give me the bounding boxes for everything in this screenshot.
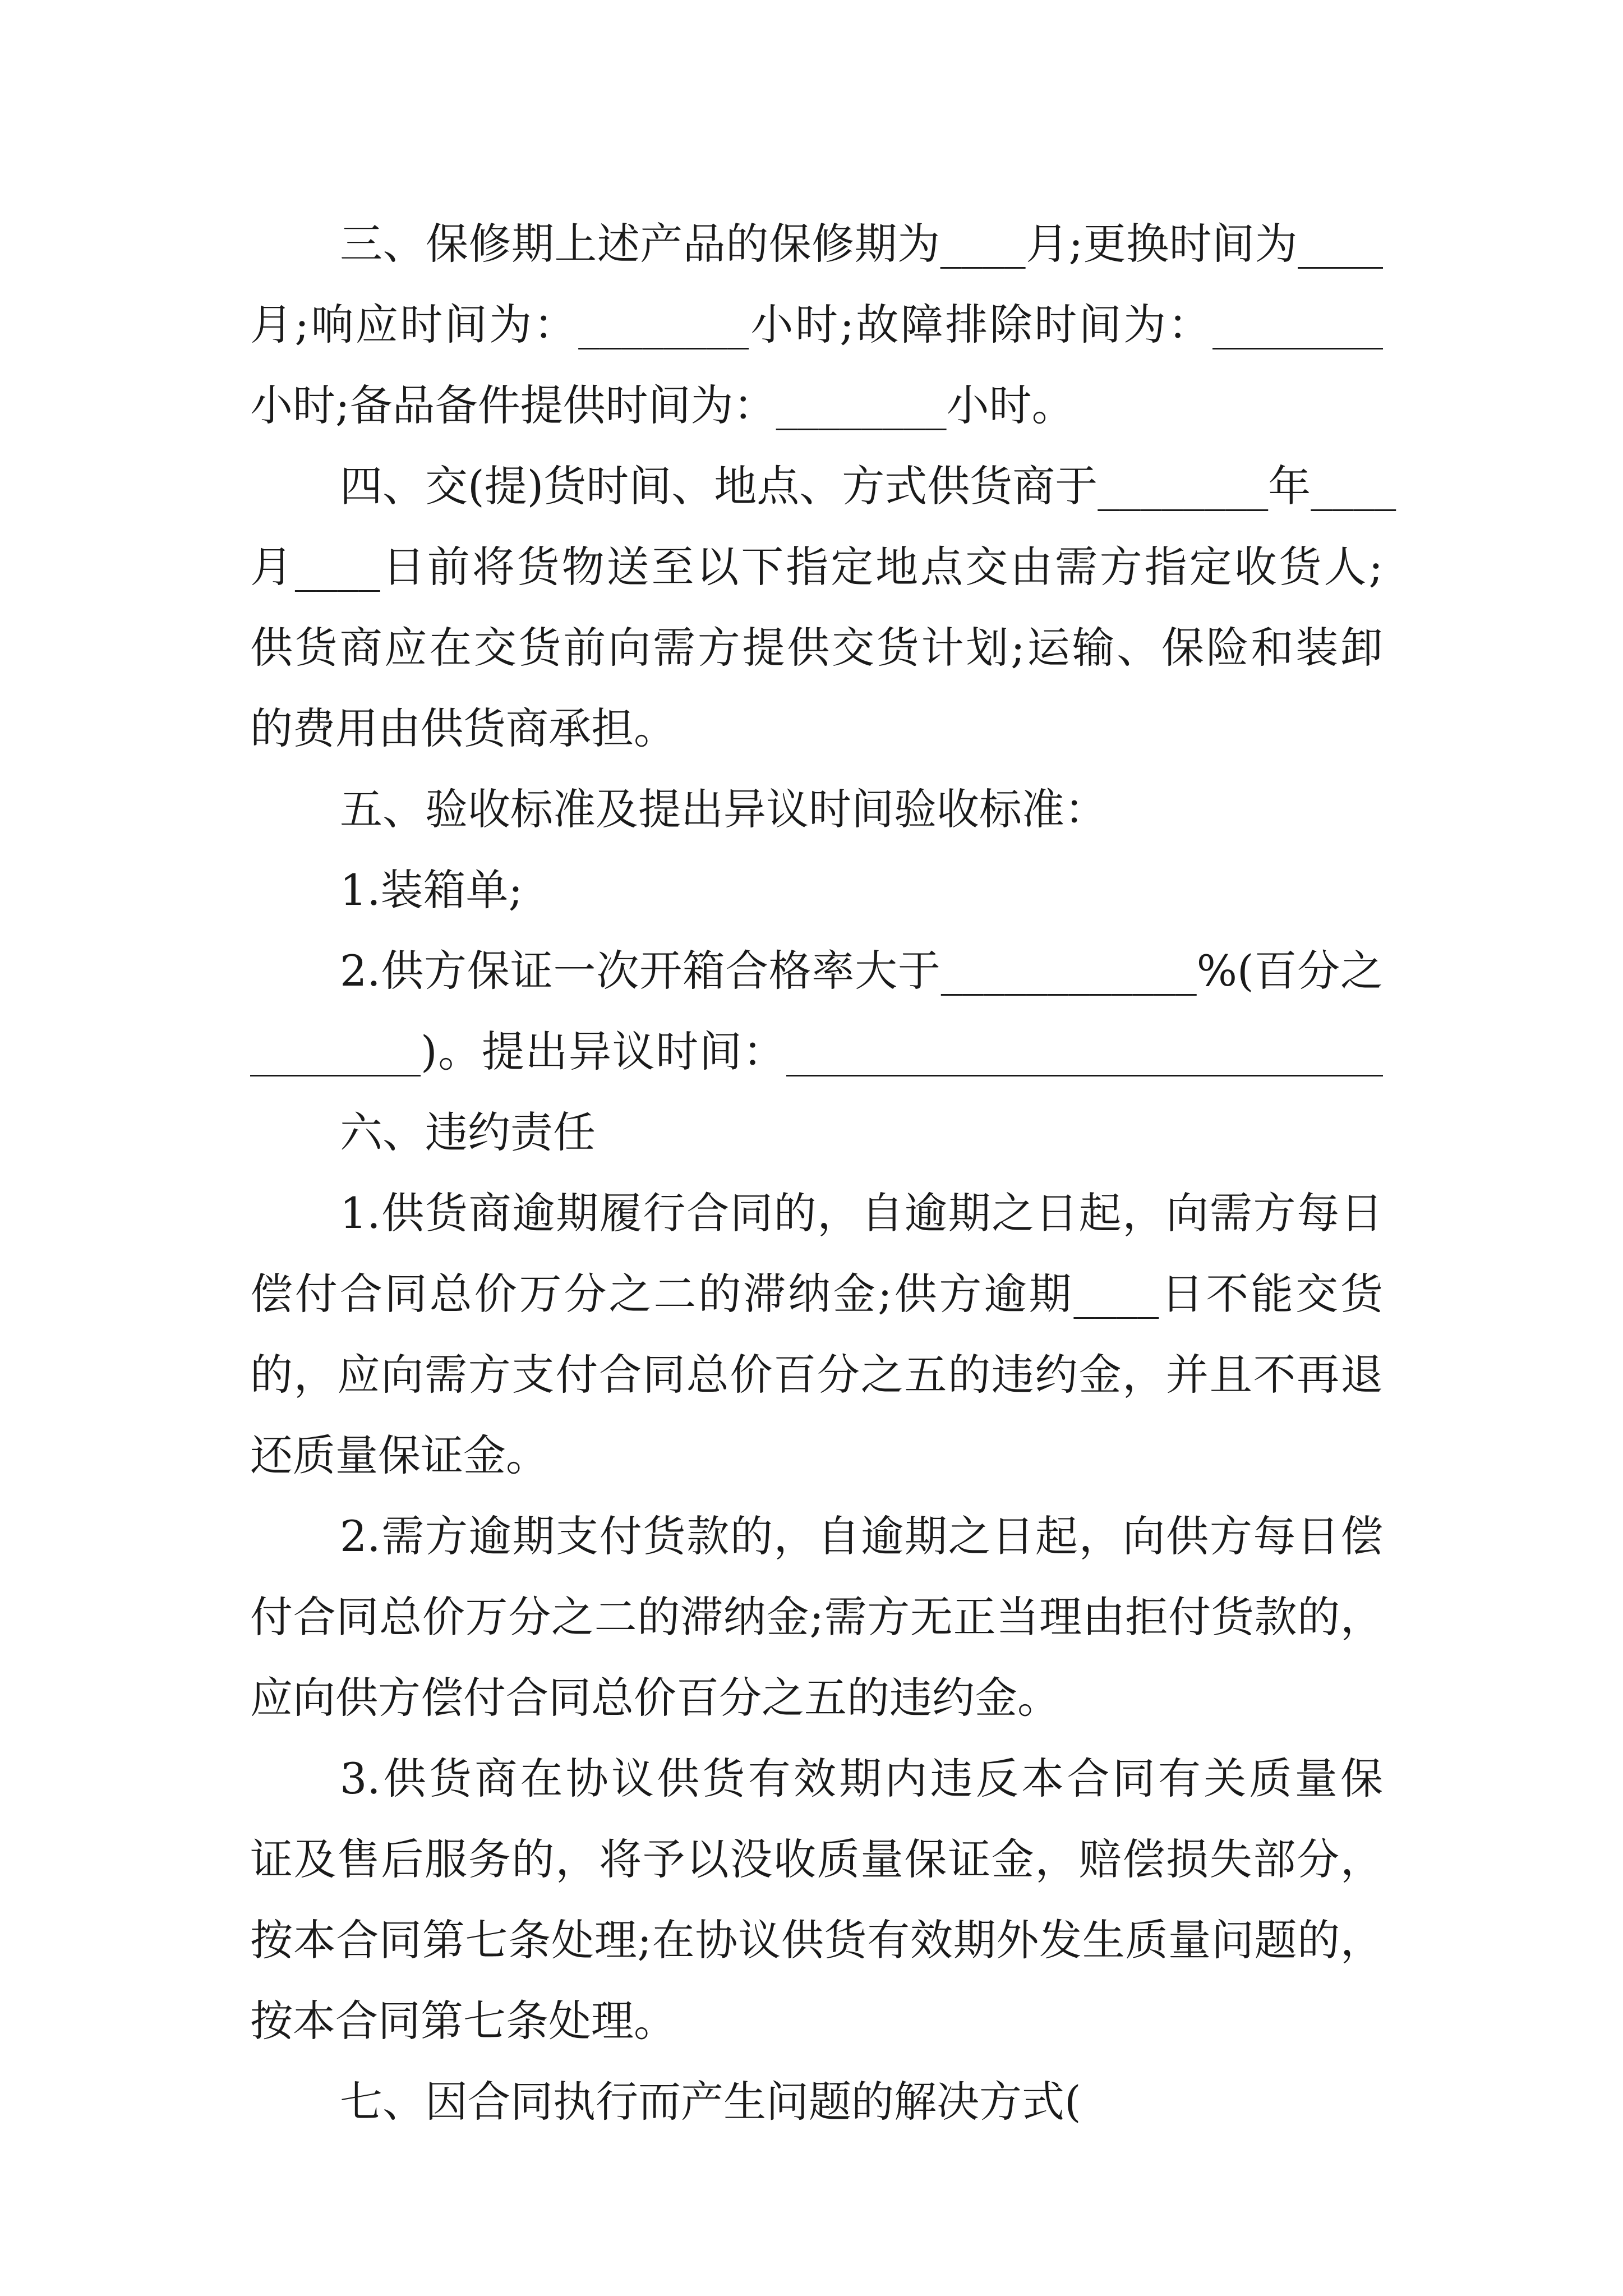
text-line: 证及售后服务的，将予以没收质量保证金，赔偿损失部分， <box>250 1834 1383 1884</box>
list-item: 2.需方逾期支付货款的，自逾期之日起，向供方每日偿 <box>340 1511 1383 1561</box>
text-line: 应向供方偿付合同总价百分之五的违约金。 <box>250 1673 1060 1723</box>
list-item: 3.供货商在协议供货有效期内违反本合同有关质量保 <box>340 1754 1383 1803</box>
text-line: ________)。提出异议时间：____________________________ <box>250 1027 1383 1076</box>
list-item: 1.供货商逾期履行合同的，自逾期之日起，向需方每日 <box>340 1188 1383 1238</box>
text-line: 付合同总价万分之二的滞纳金;需方无正当理由拒付货款的， <box>250 1592 1383 1642</box>
text-line: 月;响应时间为：________小时;故障排除时间为：________ <box>250 300 1383 349</box>
text-line: 的费用由供货商承担。 <box>250 703 676 753</box>
text-line: 按本合同第七条处理;在协议供货有效期外发生质量问题的， <box>250 1915 1383 1965</box>
section-heading: 五、验收标准及提出异议时间验收标准： <box>340 784 1107 834</box>
list-item: 1.装箱单; <box>340 865 523 915</box>
section-heading: 六、违约责任 <box>340 1107 596 1157</box>
section-heading: 七、因合同执行而产生问题的解决方式( <box>340 2077 1081 2127</box>
text-line: 按本合同第七条处理。 <box>250 1996 676 2046</box>
list-item: 2.供方保证一次开箱合格率大于____________%(百分之 <box>340 946 1383 996</box>
text-line: 偿付合同总价万分之二的滞纳金;供方逾期____日不能交货 <box>250 1269 1383 1319</box>
text-line: 四、交(提)货时间、地点、方式供货商于________年____ <box>340 461 1396 511</box>
text-line: 三、保修期上述产品的保修期为____月;更换时间为____ <box>340 219 1383 269</box>
text-line: 小时;备品备件提供时间为：________小时。 <box>250 380 1075 430</box>
text-line: 还质量保证金。 <box>250 1430 548 1480</box>
text-line: 的，应向需方支付合同总价百分之五的违约金，并且不再退 <box>250 1350 1383 1400</box>
text-line: 供货商应在交货前向需方提供交货计划;运输、保险和装卸 <box>250 623 1383 673</box>
text-line: 月____日前将货物送至以下指定地点交由需方指定收货人; <box>250 542 1383 592</box>
